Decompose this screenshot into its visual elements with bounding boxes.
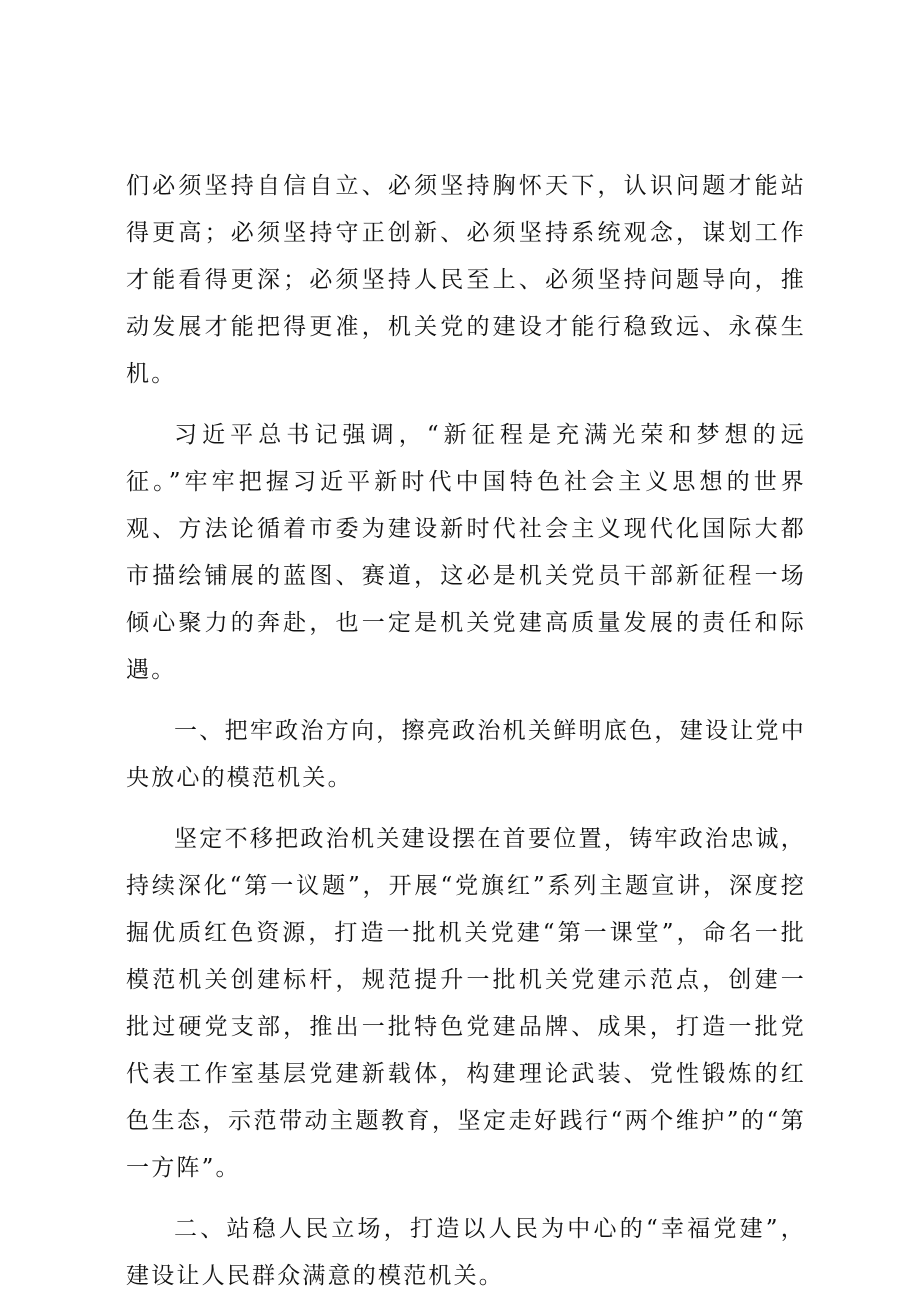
section-heading-2: 二、站稳人民立场，打造以人民为中心的“幸福党建”，建设让人民群众满意的模范机关。	[126, 1216, 806, 1289]
paragraph-continuation: 们必须坚持自信自立、必须坚持胸怀天下，认识问题才能站得更高；必须坚持守正创新、必须坚持系统观念，谋划工作才能看得更深；必须坚持人民至上、必须坚持问题导向，推动发展才能把得更准，机关党的建设才能行稳致远、永葆生机。	[126, 173, 806, 387]
document-body	[126, 163, 806, 1300]
paragraph-body: 习近平总书记强调，“新征程是充满光荣和梦想的远征。”牢牢把握习近平新时代中国特色社会主义思想的世界观、方法论循着市委为建设新时代社会主义现代化国际大都市描绘铺展的蓝图、赛道，这必是机关党员干部新征程一场倾心聚力的奔赴，也一定是机关党建高质量发展的责任和际遇。	[126, 422, 806, 683]
section-heading-1: 一、把牢政治方向，擦亮政治机关鲜明底色，建设让党中央放心的模范机关。	[126, 718, 806, 791]
paragraph-body: 坚定不移把政治机关建设摆在首要位置，铸牢政治忠诚，持续深化“第一议题”，开展“党旗红”系列主题宣讲，深度挖掘优质红色资源，打造一批机关党建“第一课堂”，命名一批模范机关创建标杆，规范提升一批机关党建示范点，创建一批过硬党支部，推出一批特色党建品牌、成果，打造一批党代表工作室基层党建新载体，构建理论武装、党性锻炼的红色生态，示范带动主题教育，坚定走好践行“两个维护”的“第一方阵”。	[126, 826, 806, 1181]
